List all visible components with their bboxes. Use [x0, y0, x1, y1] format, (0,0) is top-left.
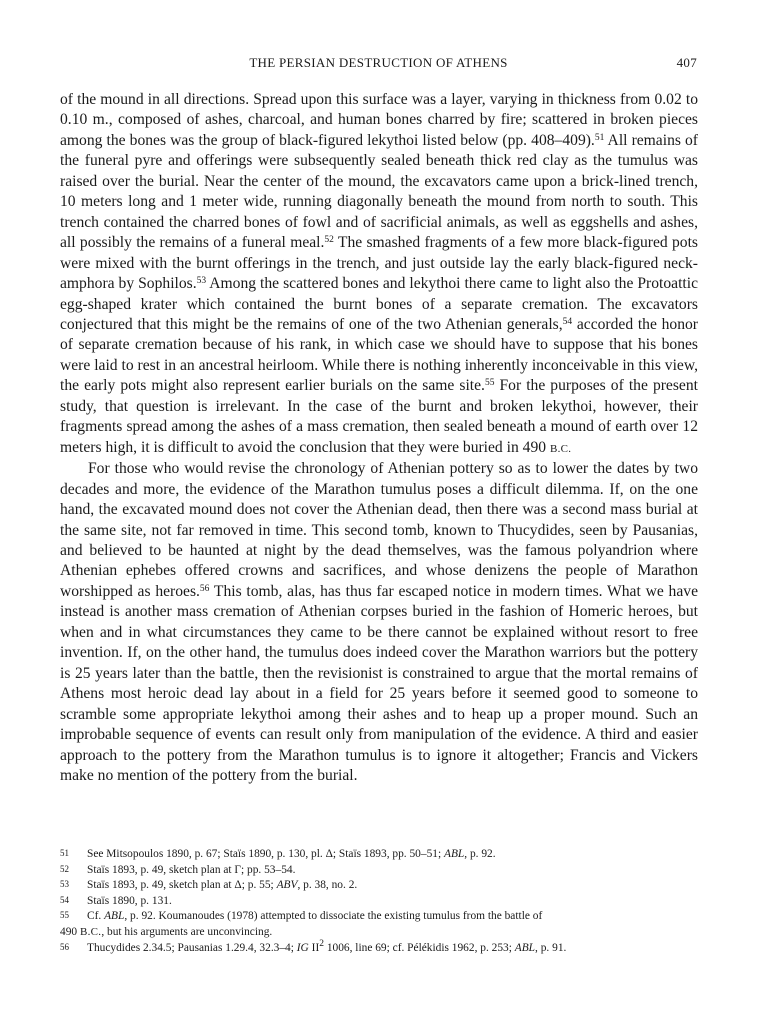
footnote-text: Staïs 1893, p. 49, sketch plan at Γ; pp. 53–54. — [87, 863, 296, 876]
footnote-text: Staïs 1893, p. 49, sketch plan at Δ; p. 55; — [87, 879, 277, 892]
footnote-text: Cf. — [87, 910, 105, 923]
page-number: 407 — [676, 55, 697, 70]
footnote-55 — [60, 909, 698, 940]
era-abbreviation: B.C. — [79, 925, 102, 938]
footnote-text: Thucydides 2.34.5; Pausanias 1.29.4, 32.3–4; — [87, 941, 297, 954]
footnote-text: 1006, line 69; cf. Pélékidis 1962, p. 253; — [323, 941, 515, 954]
citation-abbrev: ABV — [276, 879, 298, 892]
footnote-ref[interactable]: 55 — [484, 378, 495, 389]
footnote-text: , p. 91. — [535, 941, 567, 954]
running-title: THE PERSIAN DESTRUCTION OF ATHENS — [249, 55, 508, 70]
footnote-number: 54 — [60, 894, 69, 905]
footnote-ref[interactable]: 52 — [324, 235, 334, 246]
footnote-text: See Mitsopoulos 1890, p. 67; Staïs 1890, p. 130, pl. Δ; Staïs 1893, pp. 50–51; — [87, 848, 444, 860]
paragraph-2 — [60, 459, 698, 786]
footnote-text: , p. 38, no. 2. — [297, 879, 358, 892]
superscript: 2 — [319, 938, 324, 949]
era-abbreviation: B.C. — [549, 442, 572, 455]
footnote-number: 51 — [60, 848, 69, 858]
citation-abbrev: IG — [296, 941, 309, 954]
footnote-text: , but his arguments are unconvincing. — [101, 925, 273, 938]
footnote-56 — [60, 938, 698, 957]
footnote-number: 52 — [60, 863, 69, 874]
footnote-54 — [60, 894, 698, 910]
text-run: This tomb, alas, has thus far escaped notice in modern times. What we have instead is another mass cremation of Athenian corpses buried in the fashion of Homeric heroes, but when and in what circumstances they came to be there cannot be explained without resort to free invention. If, on the other hand, the tumulus does indeed cover the Marathon warriors but the pottery is 25 years later than the battle, then the revisionist is constrained to argue that the mortal remains of Athens most heroic dead lay about in a field for 25 years before it seemed good to someone to scramble some appropriate lekythoi among their ashes and to heap up a proper mound. Such an improbable sequence of events can result only from manipulation of the evidence. A third and easier approach to the pottery from the Marathon tumulus is to ignore it altogether; Francis and Vickers make no mention of the pottery from the burial. — [60, 582, 698, 784]
paragraph-1 — [60, 90, 698, 459]
footnote-ref[interactable]: 54 — [562, 316, 573, 327]
text-run: Among the scattered bones and lekythoi there came to light also the Protoattic egg-shaped krater which contained the burnt bones of a separate cremation. The excavators conjectured that this might be the remains of one of the two Athenian generals, — [60, 275, 698, 333]
footnote-number: 55 — [60, 910, 69, 921]
footnote-ref[interactable]: 56 — [199, 583, 210, 594]
footnotes — [60, 847, 698, 956]
footnote-53 — [60, 878, 698, 894]
running-head — [60, 55, 697, 73]
footnote-ref[interactable]: 53 — [196, 276, 207, 287]
footnote-text: 490 — [60, 925, 80, 938]
text-run: For the purposes of the present study, that question is irrelevant. In the case of the burnt and broken lekythoi, however, their fragments spread among the ashes of a mass cremation, then sealed beneath a mound of earth over 12 meters high, it is difficult to avoid the conclusion that they were buried in 490 — [60, 377, 698, 456]
footnote-52 — [60, 863, 698, 879]
footnote-text: II — [308, 941, 320, 954]
citation-abbrev: ABL — [104, 910, 125, 923]
text-run: All remains of the funeral pyre and offerings were subsequently sealed beneath thick red clay as the tumulus was raised over the burial. Near the center of the mound, the excavators came upon a brick-lined trench, 10 meters long and 1 meter wide, running diagonally beneath the mound from north to south. This trench contained the charred bones of fowl and of sacrificial animals, as well as eggshells and ashes, all possibly the remains of a funeral meal. — [60, 131, 698, 252]
citation-abbrev: ABL — [514, 941, 536, 954]
footnote-number: 56 — [60, 941, 69, 952]
footnote-text: , p. 92. Koumanoudes (1978) attempted to dissociate the existing tumulus from the battle of — [124, 910, 543, 923]
footnote-number: 53 — [60, 879, 69, 890]
main-text — [60, 90, 698, 786]
footnote-ref[interactable]: 51 — [594, 132, 605, 143]
text-run: accorded the honor of separate cremation because of his rank, in which case we should have to suppose that his bones were laid to rest in an ancestral heirloom. While there is nothing inherently inconceivable in this view, the early pots might also represent earlier burials on the same site. — [60, 315, 698, 395]
text-run: of the mound in all directions. Spread upon this surface was a layer, varying in thickness from 0.02 to 0.10 m., composed of ashes, charcoal, and human bones charred by fire; scattered in broken pieces among the bones was the group of black-figured lekythoi listed below (pp. 408–409). — [60, 91, 698, 149]
footnote-text: , p. 92. — [464, 848, 496, 860]
footnote-51 — [60, 847, 698, 863]
footnote-text: Staïs 1890, p. 131. — [87, 894, 172, 907]
text-run: The smashed fragments of a few more black-figured pots were mixed with the burnt offerings in the trench, and just outside lay the early black-figured neck-amphora by Sophilos. — [60, 234, 698, 293]
text-run: For those who would revise the chronology of Athenian pottery so as to lower the dates by two decades and more, the evidence of the Marathon tumulus poses a difficult dilemma. If, on the one hand, the excavated mound does not cover the Athenian dead, then there was a second mass burial at the same site, not far removed in time. This second tomb, known to Thucydides, seen by Pausanias, and believed to be haunted at night by the dead themselves, was the famous polyandrion where Athenian ephebes offered crowns and sacrifices, and whose denizens the people of Marathon worshipped as heroes. — [60, 460, 698, 600]
citation-abbrev: ABL — [443, 848, 465, 860]
